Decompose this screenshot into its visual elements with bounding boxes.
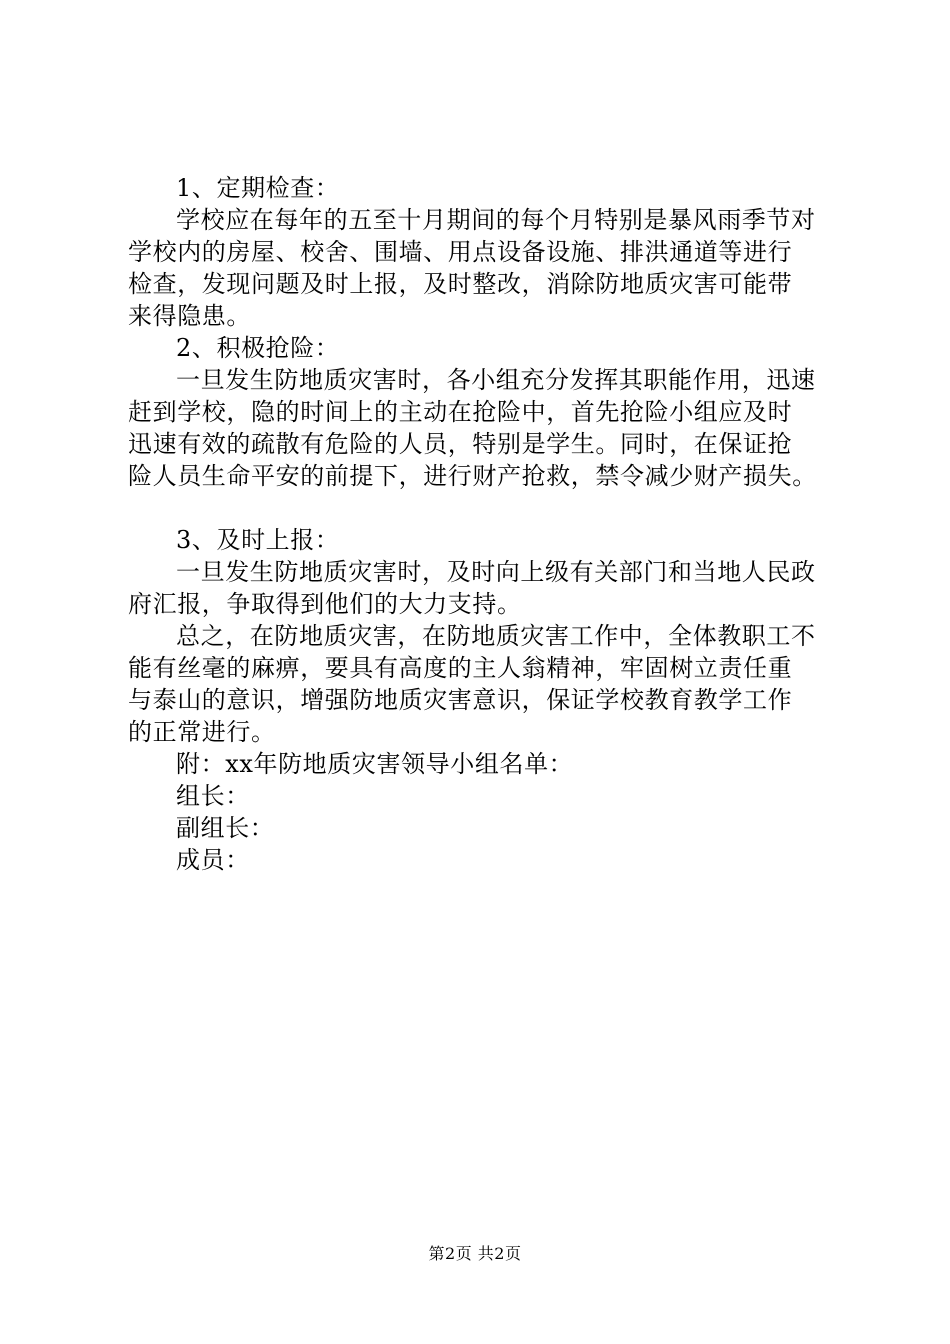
page-number-footer: 第2页 共2页 (428, 1244, 522, 1263)
paragraph-line: 的正常进行。 (128, 718, 276, 746)
appendix-members-label: 成员： (176, 846, 250, 874)
paragraph-line: 迅速有效的疏散有危险的人员，特别是学生。同时，在保证抢 (128, 430, 793, 458)
paragraph-line: 险人员生命平安的前提下，进行财产抢救，禁令减少财产损失。 (128, 462, 817, 490)
paragraph-line: 一旦发生防地质灾害时，及时向上级有关部门和当地人民政 (176, 558, 816, 586)
paragraph-line: 赶到学校，隐的时间上的主动在抢险中，首先抢险小组应及时 (128, 398, 793, 426)
paragraph-line: 学校应在每年的五至十月期间的每个月特别是暴风雨季节对 (176, 206, 816, 234)
paragraph-line: 总之，在防地质灾害，在防地质灾害工作中，全体教职工不 (176, 622, 816, 650)
paragraph-line: 与泰山的意识，增强防地质灾害意识，保证学校教育教学工作 (128, 686, 793, 714)
document-body (128, 172, 848, 876)
paragraph-line: 检查，发现问题及时上报，及时整改，消除防地质灾害可能带 (128, 270, 793, 298)
paragraph-line: 一旦发生防地质灾害时，各小组充分发挥其职能作用，迅速 (176, 366, 816, 394)
paragraph-line: 来得隐患。 (128, 302, 251, 330)
section-heading-active-rescue: 2、积极抢险： (176, 334, 340, 362)
paragraph-line: 府汇报，争取得到他们的大力支持。 (128, 590, 522, 618)
paragraph-gap (128, 492, 848, 524)
paragraph-line: 学校内的房屋、校舍、围墙、用点设备设施、排洪通道等进行 (128, 238, 793, 266)
section-heading-regular-inspection: 1、定期检查： (176, 174, 340, 202)
appendix-deputy-leader-label: 副组长： (176, 814, 275, 842)
section-heading-timely-report: 3、及时上报： (176, 526, 340, 554)
appendix-leader-label: 组长： (176, 782, 250, 810)
appendix-title: 附：xx年防地质灾害领导小组名单： (176, 750, 574, 778)
paragraph-line: 能有丝毫的麻痹，要具有高度的主人翁精神，牢固树立责任重 (128, 654, 793, 682)
